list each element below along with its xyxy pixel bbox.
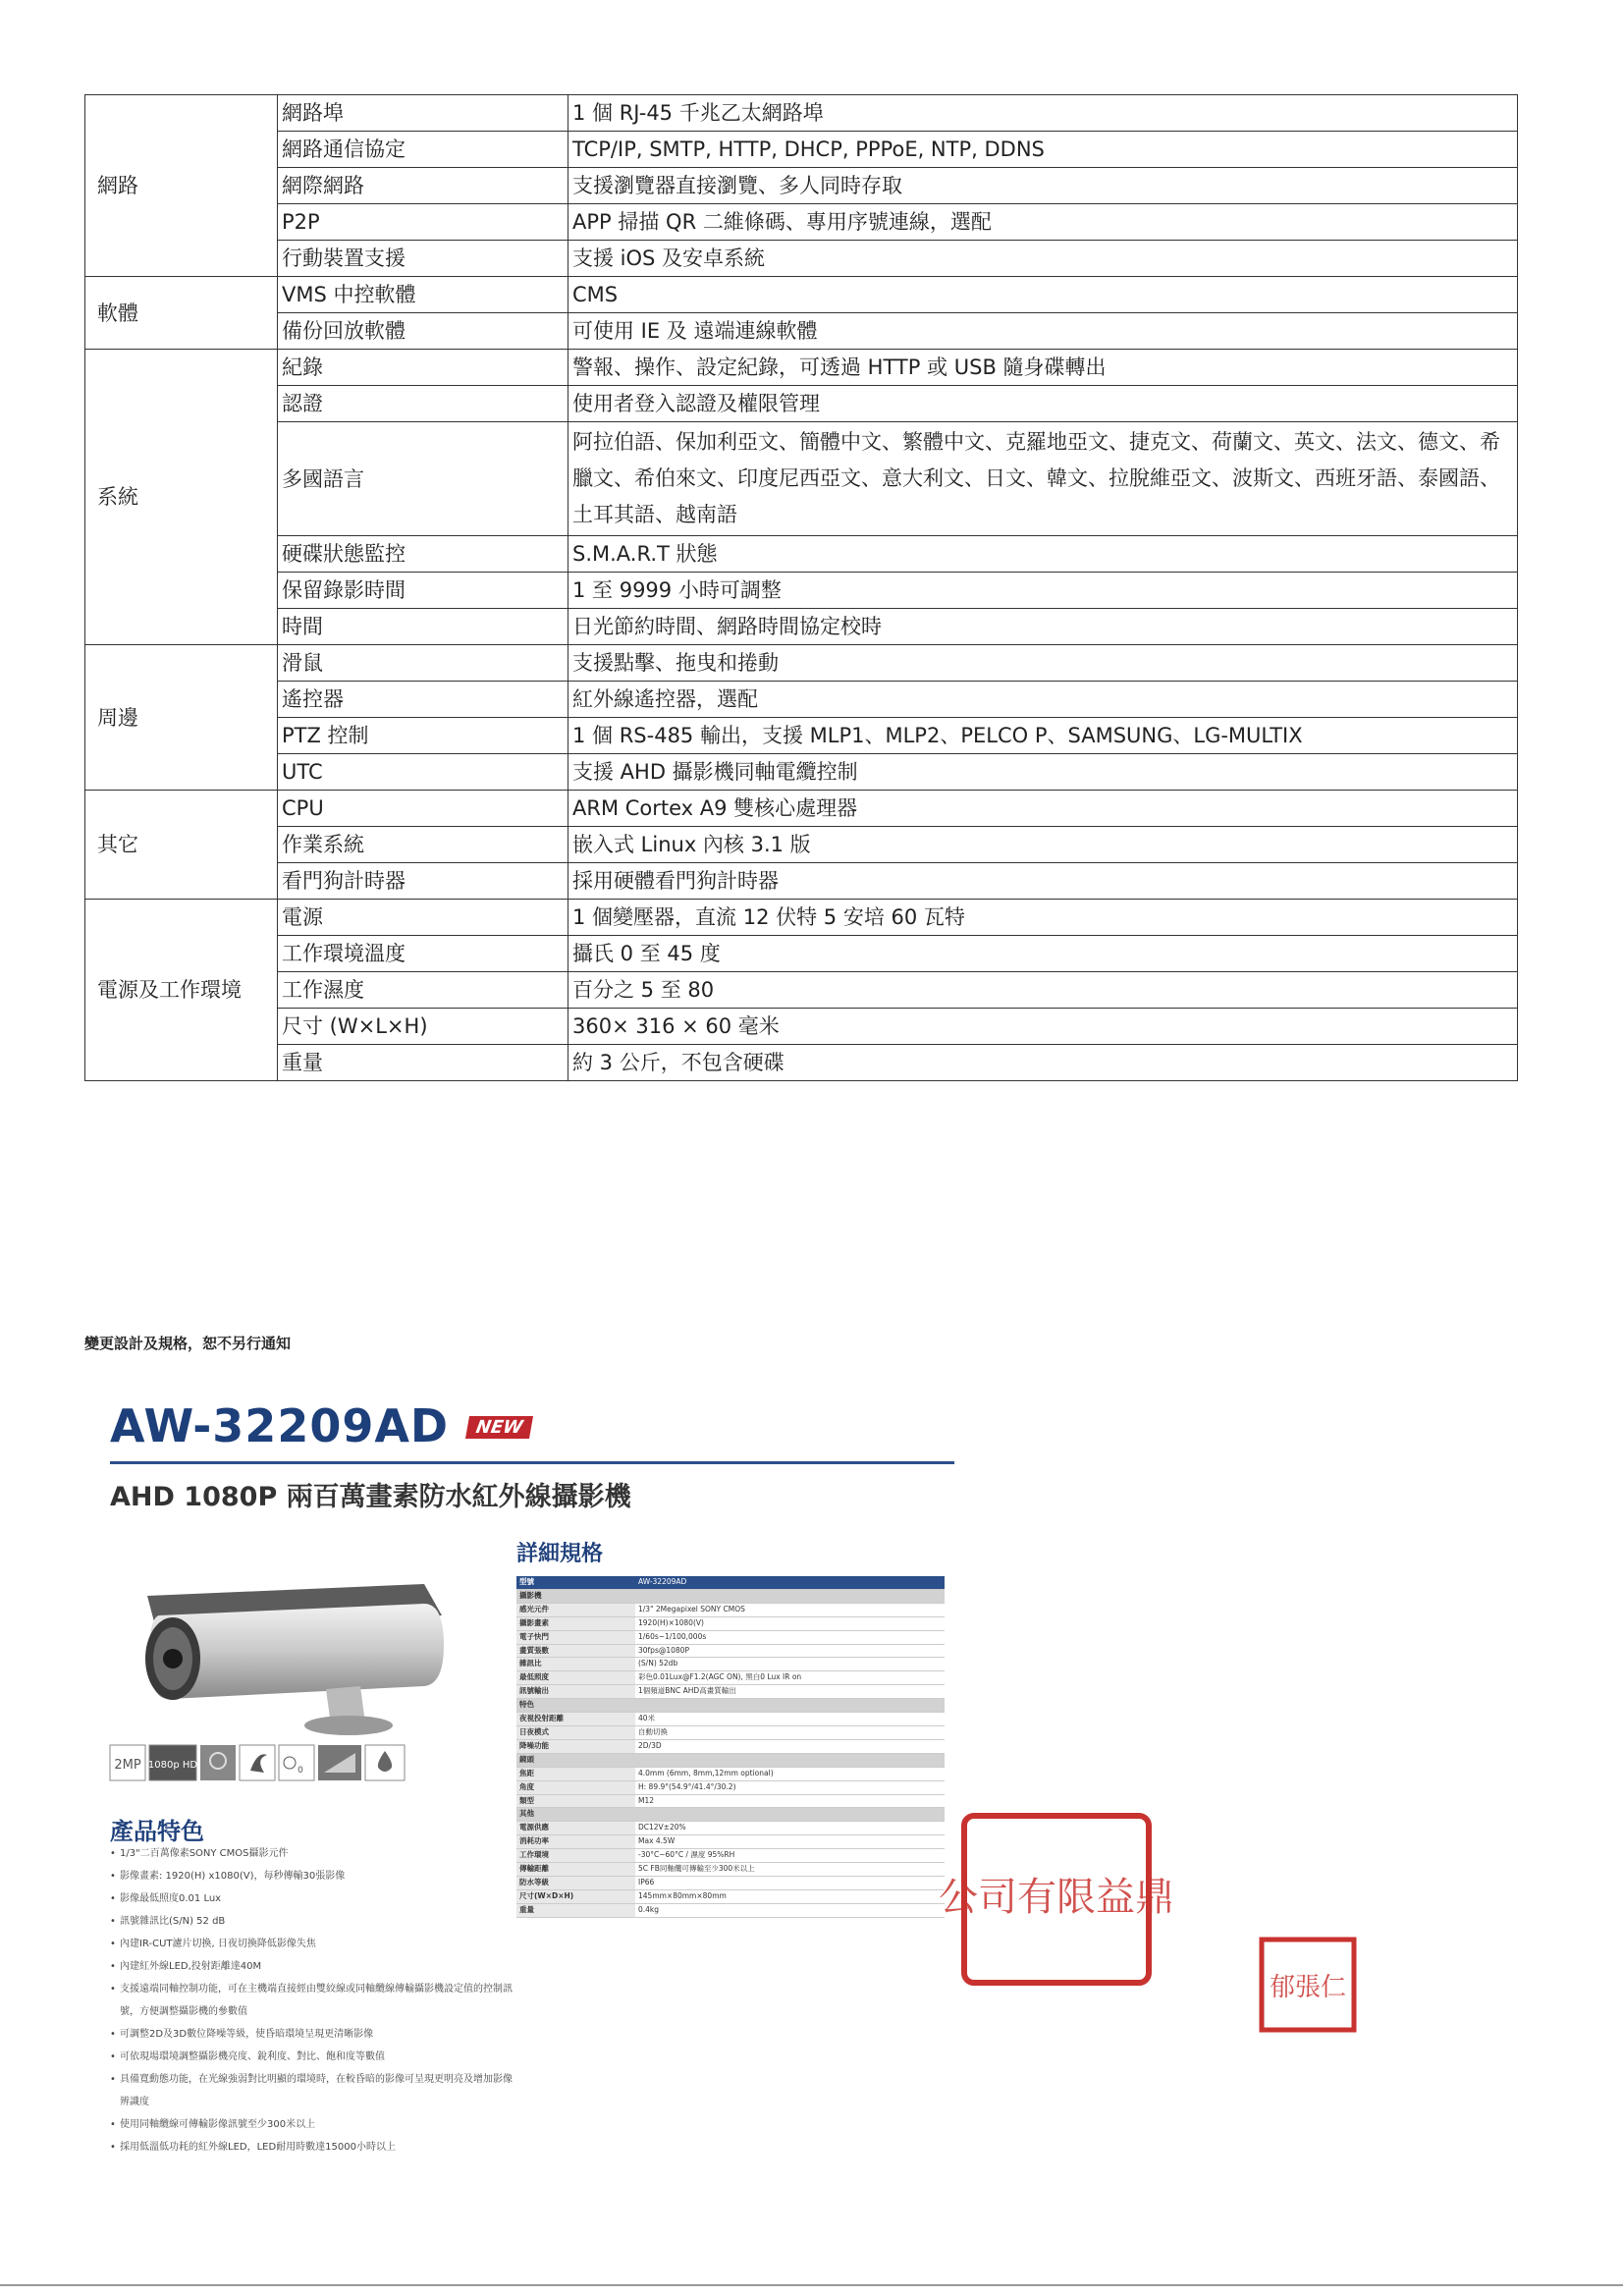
- spec-value: 1 個變壓器，直流 12 伏特 5 安培 60 瓦特: [568, 900, 1518, 936]
- feature-item: • 可調整2D及3D數位降噪等級，使昏暗環境呈現更清晰影像: [110, 2023, 513, 2046]
- spec-label: 認證: [278, 386, 568, 422]
- detail-spec-value: Max 4.5W: [635, 1835, 945, 1849]
- spec-value: 百分之 5 至 80: [568, 972, 1518, 1009]
- feature-item: • 1/3"二百萬像素SONY CMOS攝影元件: [110, 1842, 513, 1865]
- detail-spec-value: [635, 1753, 945, 1767]
- spec-value: S.M.A.R.T 狀態: [568, 536, 1518, 573]
- spec-value: 警報、操作、設定紀錄，可透過 HTTP 或 USB 隨身碟轉出: [568, 350, 1518, 386]
- detail-spec-value: [635, 1808, 945, 1822]
- spec-row: [85, 900, 1518, 936]
- detail-spec-row: [516, 1903, 945, 1917]
- spec-label: 網路埠: [278, 95, 568, 132]
- detail-spec-value: [635, 1589, 945, 1603]
- detail-spec-value: [635, 1699, 945, 1713]
- page-bottom-rule: [0, 2284, 1623, 2286]
- detail-spec-row: [516, 1753, 945, 1767]
- spec-category: 軟體: [85, 277, 278, 350]
- title-divider: [110, 1461, 954, 1464]
- detail-spec-value: M12: [635, 1794, 945, 1808]
- detail-spec-row: [516, 1794, 945, 1808]
- spec-value: CMS: [568, 277, 1518, 313]
- detail-spec-row: [516, 1671, 945, 1685]
- spec-row: [85, 422, 1518, 536]
- detail-spec-key: 尺寸(W×D×H): [516, 1889, 635, 1903]
- detail-spec-key: 夜視投射距離: [516, 1713, 635, 1726]
- spec-value: APP 掃描 QR 二維條碼、專用序號連線，選配: [568, 204, 1518, 241]
- spec-row: [85, 313, 1518, 350]
- svg-text:郁張仁: 郁張仁: [1269, 1973, 1347, 2002]
- feature-item: • 可依現場環境調整攝影機亮度、銳利度、對比、飽和度等數值: [110, 2046, 513, 2068]
- spec-value: 1 個 RJ-45 千兆乙太網路埠: [568, 95, 1518, 132]
- detail-spec-row: [516, 1589, 945, 1603]
- detail-spec-value: -30°C~60°C / 濕度 95%RH: [635, 1849, 945, 1863]
- detail-spec-key: 重量: [516, 1903, 635, 1917]
- day-night-icon: [240, 1745, 275, 1780]
- detail-spec-value: IP66: [635, 1876, 945, 1889]
- detail-spec-heading: 詳細規格: [516, 1542, 604, 1566]
- feature-item: • 影像最低照度0.01 Lux: [110, 1887, 513, 1910]
- spec-row: [85, 536, 1518, 573]
- spec-label: 遙控器: [278, 682, 568, 718]
- spec-row: [85, 241, 1518, 277]
- spec-category: 電源及工作環境: [85, 900, 278, 1081]
- detail-spec-table: [516, 1576, 945, 1918]
- detail-spec-value: 30fps@1080P: [635, 1644, 945, 1658]
- detail-spec-value: 5C FB同軸纜可傳輸至少300米以上: [635, 1863, 945, 1877]
- spec-row: [85, 132, 1518, 168]
- detail-spec-key: 降噪功能: [516, 1739, 635, 1753]
- spec-value: 嵌入式 Linux 內核 3.1 版: [568, 827, 1518, 863]
- spec-label: 滑鼠: [278, 645, 568, 682]
- spec-row: [85, 573, 1518, 609]
- detail-spec-row: [516, 1863, 945, 1877]
- detail-spec-key: 焦距: [516, 1767, 635, 1780]
- detail-spec-key: 電源供應: [516, 1822, 635, 1835]
- spec-label: 工作環境溫度: [278, 936, 568, 972]
- detail-spec-key: 型號: [516, 1576, 635, 1589]
- feature-item: • 訊號雜訊比(S/N) 52 dB: [110, 1910, 513, 1933]
- detail-spec-value: AW-32209AD: [635, 1576, 945, 1589]
- spec-value: 日光節約時間、網路時間協定校時: [568, 609, 1518, 645]
- spec-value: TCP/IP, SMTP, HTTP, DHCP, PPPoE, NTP, DDNS: [568, 132, 1518, 168]
- svg-text:0: 0: [298, 1766, 303, 1776]
- spec-row: [85, 95, 1518, 132]
- detail-spec-row: [516, 1889, 945, 1903]
- feature-item: • 內建紅外線LED,投射距離達40M: [110, 1955, 513, 1978]
- detail-spec-value: 40米: [635, 1713, 945, 1726]
- detail-spec-key: 最低照度: [516, 1671, 635, 1685]
- feature-item: • 內建IR-CUT濾片切換, 日夜切換降低影像失焦: [110, 1933, 513, 1955]
- spec-label: CPU: [278, 791, 568, 827]
- spec-value: 可使用 IE 及 遠端連線軟體: [568, 313, 1518, 350]
- detail-spec-value: 1920(H)×1080(V): [635, 1616, 945, 1630]
- detail-spec-value: 0.4kg: [635, 1903, 945, 1917]
- spec-label: 工作濕度: [278, 972, 568, 1009]
- detail-spec-value: DC12V±20%: [635, 1822, 945, 1835]
- detail-spec-row: [516, 1876, 945, 1889]
- spec-row: [85, 1009, 1518, 1045]
- feature-list: [110, 1842, 513, 2159]
- ir-cut-icon: [318, 1745, 361, 1780]
- spec-value: 360× 316 × 60 毫米: [568, 1009, 1518, 1045]
- feature-item: • 影像畫素: 1920(H) x1080(V)，每秒傳輸30張影像: [110, 1865, 513, 1887]
- detail-spec-row: [516, 1713, 945, 1726]
- feature-icon-strip: [110, 1743, 409, 1782]
- spec-row: [85, 972, 1518, 1009]
- detail-spec-key: 畫質張數: [516, 1644, 635, 1658]
- detail-spec-key: 訊號輸出: [516, 1685, 635, 1699]
- detail-spec-value: 1個頻道BNC AHD高畫質輸出: [635, 1685, 945, 1699]
- spec-value: 支援點擊、拖曳和捲動: [568, 645, 1518, 682]
- 1080p-hd-icon: [148, 1745, 197, 1780]
- detail-spec-key: 電子快門: [516, 1630, 635, 1644]
- spec-label: 備份回放軟體: [278, 313, 568, 350]
- spec-row: [85, 754, 1518, 791]
- spec-row: [85, 277, 1518, 313]
- feature-item: • 採用低溫低功耗的紅外線LED，LED耐用時數達15000小時以上: [110, 2136, 513, 2159]
- detail-spec-key: 鏡頭: [516, 1753, 635, 1767]
- detail-spec-row: [516, 1616, 945, 1630]
- spec-value: 1 個 RS-485 輸出，支援 MLP1、MLP2、PELCO P、SAMSUNG、LG-MULTIX: [568, 718, 1518, 754]
- new-badge: NEW: [465, 1416, 533, 1439]
- spec-row: [85, 936, 1518, 972]
- detail-spec-row: [516, 1739, 945, 1753]
- spec-change-notice: 變更設計及規格，恕不另行通知: [84, 1335, 292, 1352]
- spec-row: [85, 168, 1518, 204]
- spec-label: 行動裝置支援: [278, 241, 568, 277]
- detail-spec-key: 工作環境: [516, 1849, 635, 1863]
- detail-spec-key: 防水等級: [516, 1876, 635, 1889]
- spec-value: 使用者登入認證及權限管理: [568, 386, 1518, 422]
- detail-spec-value: 彩色0.01Lux@F1.2(AGC ON), 黑白0 Lux IR on: [635, 1671, 945, 1685]
- spec-row: [85, 718, 1518, 754]
- spec-label: 作業系統: [278, 827, 568, 863]
- spec-label: 電源: [278, 900, 568, 936]
- detail-spec-row: [516, 1767, 945, 1780]
- spec-value: ARM Cortex A9 雙核心處理器: [568, 791, 1518, 827]
- spec-label: 重量: [278, 1045, 568, 1081]
- detail-spec-key: 攝影機: [516, 1589, 635, 1603]
- detail-spec-value: 1/3" 2Megapixel SONY CMOS: [635, 1603, 945, 1616]
- spec-row: [85, 827, 1518, 863]
- detail-spec-key: 傳輸距離: [516, 1863, 635, 1877]
- detail-spec-key: 角度: [516, 1780, 635, 1794]
- detail-spec-key: 其他: [516, 1808, 635, 1822]
- spec-value: 支援 iOS 及安卓系統: [568, 241, 1518, 277]
- feature-item: • 使用同軸纜線可傳輸影像訊號至少300米以上: [110, 2113, 513, 2136]
- spec-value: 支援瀏覽器直接瀏覽、多人同時存取: [568, 168, 1518, 204]
- spec-label: 看門狗計時器: [278, 863, 568, 900]
- detail-spec-row: [516, 1725, 945, 1739]
- spec-label: VMS 中控軟體: [278, 277, 568, 313]
- detail-spec-row: [516, 1603, 945, 1616]
- spec-label: UTC: [278, 754, 568, 791]
- personal-seal-stamp: [1259, 1937, 1357, 2033]
- low-lux-icon: [279, 1745, 314, 1780]
- spec-table: [84, 94, 1518, 1081]
- spec-value: 採用硬體看門狗計時器: [568, 863, 1518, 900]
- spec-value: 紅外線遙控器，選配: [568, 682, 1518, 718]
- detail-spec-row: [516, 1780, 945, 1794]
- spec-row: [85, 386, 1518, 422]
- detail-spec-row: [516, 1849, 945, 1863]
- detail-spec-value: 1/60s~1/100,000s: [635, 1630, 945, 1644]
- feature-heading: 產品特色: [110, 1818, 204, 1845]
- detail-spec-key: 特色: [516, 1699, 635, 1713]
- detail-spec-value: 2D/3D: [635, 1739, 945, 1753]
- feature-item: • 支援遠端同軸控制功能，可在主機端直接經由雙絞線或同軸纜線傳輸攝影機設定值的控制訊號，方便調整攝影機的參數值: [110, 1978, 513, 2023]
- detail-spec-key: 消耗功率: [516, 1835, 635, 1849]
- ir-led-icon: [200, 1745, 236, 1780]
- spec-label: PTZ 控制: [278, 718, 568, 754]
- spec-value: 1 至 9999 小時可調整: [568, 573, 1518, 609]
- detail-spec-row: [516, 1685, 945, 1699]
- spec-row: [85, 609, 1518, 645]
- spec-row: [85, 863, 1518, 900]
- spec-value: 支援 AHD 攝影機同軸電纜控制: [568, 754, 1518, 791]
- spec-category: 周邊: [85, 645, 278, 791]
- spec-row: [85, 204, 1518, 241]
- spec-category: 系統: [85, 350, 278, 645]
- detail-spec-value: 145mm×80mm×80mm: [635, 1889, 945, 1903]
- spec-label: P2P: [278, 204, 568, 241]
- 2mp-icon: [110, 1745, 145, 1780]
- company-seal-stamp: [939, 1812, 1174, 1987]
- detail-spec-row: [516, 1822, 945, 1835]
- spec-row: [85, 350, 1518, 386]
- detail-spec-key: 攝影畫素: [516, 1616, 635, 1630]
- svg-text:2MP: 2MP: [114, 1758, 141, 1773]
- spec-label: 網際網路: [278, 168, 568, 204]
- spec-row: [85, 645, 1518, 682]
- ip66-icon: [365, 1745, 405, 1780]
- detail-spec-row: [516, 1630, 945, 1644]
- detail-spec-row: [516, 1808, 945, 1822]
- detail-spec-row: [516, 1835, 945, 1849]
- svg-text:1080p HD: 1080p HD: [147, 1760, 198, 1771]
- camera-image: [130, 1576, 454, 1738]
- detail-spec-row: [516, 1644, 945, 1658]
- spec-row: [85, 791, 1518, 827]
- spec-value: 攝氏 0 至 45 度: [568, 936, 1518, 972]
- spec-category: 網路: [85, 95, 278, 277]
- spec-value: 阿拉伯語、保加利亞文、簡體中文、繁體中文、克羅地亞文、捷克文、荷蘭文、英文、法文、德文、希臘文、希伯來文、印度尼西亞文、意大利文、日文、韓文、拉脫維亞文、波斯文、西班牙語、泰國語、土耳其語、越南語: [568, 422, 1518, 536]
- svg-text:公司有限益鼎: 公司有限益鼎: [939, 1875, 1174, 1920]
- spec-row: [85, 1045, 1518, 1081]
- detail-spec-key: 感光元件: [516, 1603, 635, 1616]
- detail-spec-value: 自動切換: [635, 1725, 945, 1739]
- detail-spec-row: [516, 1576, 945, 1589]
- detail-spec-value: 4.0mm (6mm, 8mm,12mm optional): [635, 1767, 945, 1780]
- spec-value: 約 3 公斤，不包含硬碟: [568, 1045, 1518, 1081]
- spec-label: 多國語言: [278, 422, 568, 536]
- spec-category: 其它: [85, 791, 278, 900]
- detail-spec-row: [516, 1699, 945, 1713]
- product-subtitle: AHD 1080P 兩百萬畫素防水紅外線攝影機: [110, 1482, 631, 1512]
- spec-label: 網路通信協定: [278, 132, 568, 168]
- detail-spec-key: 類型: [516, 1794, 635, 1808]
- detail-spec-key: 雜訊比: [516, 1658, 635, 1671]
- spec-label: 時間: [278, 609, 568, 645]
- feature-item: • 具備寬動態功能，在光線強弱對比明顯的環境時，在較昏暗的影像可呈現更明亮及增加影像辨識度: [110, 2068, 513, 2113]
- detail-spec-value: (S/N) 52db: [635, 1658, 945, 1671]
- spec-label: 硬碟狀態監控: [278, 536, 568, 573]
- spec-label: 保留錄影時間: [278, 573, 568, 609]
- spec-row: [85, 682, 1518, 718]
- detail-spec-row: [516, 1658, 945, 1671]
- detail-spec-key: 日夜模式: [516, 1725, 635, 1739]
- product-model-title: AW-32209AD: [110, 1399, 450, 1452]
- detail-spec-value: H: 89.9°(54.9°/41.4°/30.2): [635, 1780, 945, 1794]
- spec-label: 紀錄: [278, 350, 568, 386]
- spec-label: 尺寸 (W×L×H): [278, 1009, 568, 1045]
